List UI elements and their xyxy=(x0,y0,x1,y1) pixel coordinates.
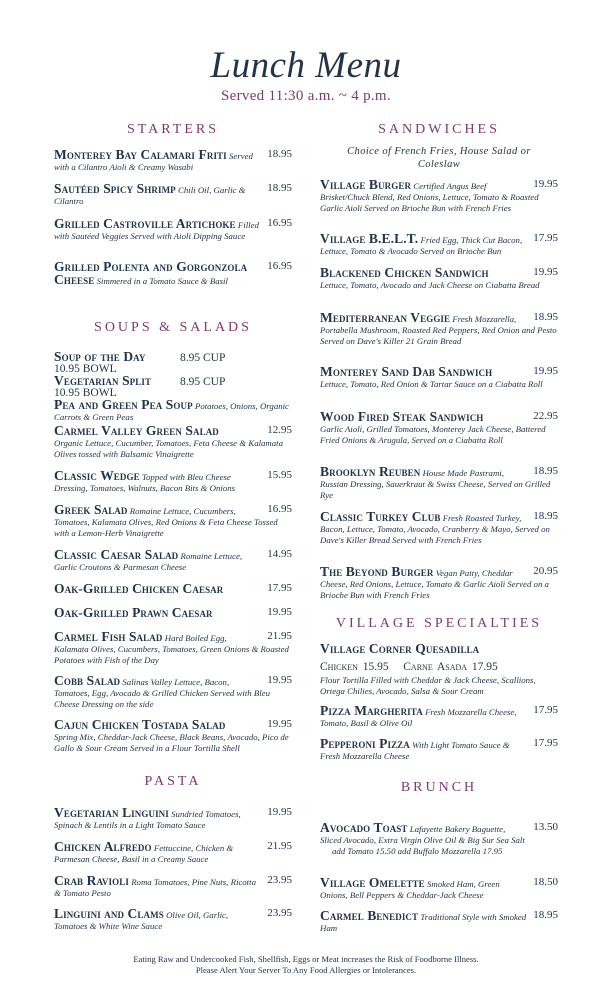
item-name: Carmel Benedict xyxy=(320,908,419,923)
item-price: 16.95 xyxy=(267,503,292,515)
item-price: 17.95 xyxy=(533,737,558,749)
item-price: 12.95 xyxy=(267,424,292,436)
item-name: Village Burger xyxy=(320,177,412,192)
item-name: Brooklyn Reuben xyxy=(320,464,421,479)
item-price: 19.95 xyxy=(267,674,292,686)
menu-item xyxy=(320,738,558,762)
menu-item xyxy=(54,549,292,573)
item-name: Cajun Chicken Tostada Salad xyxy=(54,717,226,732)
menu-item xyxy=(320,267,558,291)
item-name: Oak-Grilled Prawn Caesar xyxy=(54,605,213,620)
item-price: 18.95 xyxy=(267,148,292,160)
menu-item xyxy=(54,807,292,831)
item-description: Chili Oil, Garlic & Cilantro xyxy=(54,185,246,206)
item-description: Hard Boiled Egg, Kalamata Olives, Cucumbers, Tomatoes, Green Onions & Roasted Potatoes with Fish of the Day xyxy=(54,633,289,665)
item-price: 16.95 xyxy=(267,217,292,229)
item-description: Organic Lettuce, Cucumber, Tomatoes, Feta Cheese & Kalamata Olives tossed with Balsamic Vinaigrette xyxy=(54,438,284,459)
menu-item xyxy=(54,583,292,596)
menu-item xyxy=(54,425,292,460)
item-price: 17.95 xyxy=(267,582,292,594)
item-price: 23.95 xyxy=(267,874,292,886)
item-name: Pizza Margherita xyxy=(320,703,423,718)
item-description: Traditional Style with Smoked Ham xyxy=(320,912,527,933)
cup-price: 8.95 CUP xyxy=(180,376,226,388)
item-name: Greek Salad xyxy=(54,502,128,517)
item-name: Carmel Valley Green Salad xyxy=(54,423,219,438)
item-description: Certified Angus Beef Brisket/Chuck Blend, Red Onions, Lettuce, Tomato & Roasted Garlic Aioli Served on Brioche Bun with French Fries xyxy=(320,181,539,213)
item-name: Classic Wedge xyxy=(54,468,140,483)
item-description: Topped with Bleu Cheese Dressing, Tomatoes, Walnuts, Bacon Bits & Onions xyxy=(54,472,236,493)
item-description: Fettuccine, Chicken & Parmesan Cheese, Basil in a Creamy Sauce xyxy=(54,843,234,864)
item-description: With Light Tomato Sauce & Fresh Mozzarella Cheese xyxy=(320,740,510,761)
item-description: Served with a Cilantro Aioli & Creamy Wasabi xyxy=(54,151,253,172)
item-options: Chicken 15.95 Carne Asada 17.95 xyxy=(320,661,498,673)
bowl-price: 10.95 BOWL xyxy=(54,387,117,399)
item-name: Chicken Alfredo xyxy=(54,839,152,854)
section-heading: PASTA xyxy=(144,774,202,789)
menu-item xyxy=(320,822,558,857)
menu-item xyxy=(320,511,558,546)
item-description: Olive Oil, Garlic, Tomatoes & White Wine Sauce xyxy=(54,910,229,931)
section-subtitle: Choice of French Fries, House Salad or Coleslaw xyxy=(347,146,531,170)
item-description: Romaine Lettuce, Garlic Croutons & Parmesan Cheese xyxy=(54,551,243,572)
item-name: Village Corner Quesadilla xyxy=(320,641,480,656)
item-name: Classic Turkey Club xyxy=(320,509,441,524)
item-name: Vegetarian Split xyxy=(54,373,152,388)
menu-item xyxy=(54,841,292,865)
item-price: 19.95 xyxy=(267,718,292,730)
item-name: Sautéed Spicy Shrimp xyxy=(54,181,176,196)
cup-price: 8.95 CUP xyxy=(180,352,226,364)
item-description: Sundried Tomatoes, Spinach & Lentils in a Light Tomato Sauce xyxy=(54,809,241,830)
item-description: Roma Tomatoes, Pine Nuts, Ricotta & Tomato Pesto xyxy=(54,877,256,898)
menu-item xyxy=(320,466,558,501)
menu-item xyxy=(320,910,558,934)
section-heading: VILLAGE SPECIALTIES xyxy=(335,616,543,631)
menu-item xyxy=(54,631,292,666)
item-price: 13.50 xyxy=(533,821,558,833)
item-description: Garlic Aioli, Grilled Tomatoes, Monterey Jack Cheese, Battered Fried Onions & Arugula, Served on a Ciabatta Roll xyxy=(320,424,546,445)
serving-hours: Served 11:30 a.m. ~ 4 p.m. xyxy=(221,88,391,104)
menu-item xyxy=(54,875,292,899)
section-heading: STARTERS xyxy=(126,122,220,137)
item-description: Fresh Mozzarella, Portabella Mushroom, Roasted Red Peppers, Red Onion and Pesto Served on Dave's Killer 21 Grain Bread xyxy=(320,314,557,346)
menu-item xyxy=(54,351,292,375)
item-name: Grilled Polenta and Gorgonzola Cheese xyxy=(54,259,248,287)
menu-item xyxy=(54,375,292,423)
item-name: Vegetarian Linguini xyxy=(54,805,169,820)
item-price: 22.95 xyxy=(533,410,558,422)
menu-item xyxy=(54,149,292,173)
section-heading: SANDWICHES xyxy=(378,122,500,137)
item-name: Monterey Sand Dab Sandwich xyxy=(320,364,493,379)
item-description: Lettuce, Tomato, Red Onion & Tartar Sauce on a Ciabatta Roll xyxy=(320,379,543,389)
item-name: Avocado Toast xyxy=(320,820,408,835)
item-price: 14.95 xyxy=(267,548,292,560)
item-price: 17.95 xyxy=(533,232,558,244)
item-name: Soup of the Day xyxy=(54,349,146,364)
item-name: Grilled Castroville Artichoke xyxy=(54,216,236,231)
item-name: Monterey Bay Calamari Friti xyxy=(54,147,227,162)
item-name: Crab Ravioli xyxy=(54,873,129,888)
item-price: 15.95 xyxy=(267,469,292,481)
menu-item xyxy=(320,312,558,347)
notice-line-1: Eating Raw and Undercooked Fish, Shellfish, Eggs or Meat increases the Risk of Foodborne Illness. xyxy=(133,954,479,964)
item-name: Carmel Fish Salad xyxy=(54,629,163,644)
menu-item xyxy=(320,366,558,390)
item-price: 18.95 xyxy=(267,182,292,194)
item-price: 18.95 xyxy=(533,311,558,323)
item-description: Lafayette Bakery Baguette, Sliced Avocado, Extra Virgin Olive Oil & Big Sur Sea Salt xyxy=(320,824,525,845)
item-name: Village B.E.L.T. xyxy=(320,231,419,246)
item-addon: add Tomato 15.50 add Buffalo Mozzarella 17.95 xyxy=(332,846,503,856)
menu-item xyxy=(320,705,558,729)
item-price: 19.95 xyxy=(533,365,558,377)
item-name: Mediterranean Veggie xyxy=(320,310,451,325)
item-price: 21.95 xyxy=(267,630,292,642)
menu-item xyxy=(320,643,558,697)
item-description: Lettuce, Tomato, Avocado and Jack Cheese on Ciabatta Bread xyxy=(320,280,540,290)
section-heading: BRUNCH xyxy=(400,780,478,795)
menu-item xyxy=(54,470,292,494)
item-description: Potatoes, Onions, Organic Carrots & Green Peas xyxy=(54,401,289,422)
item-name-cont: Pea and Green Pea Soup xyxy=(54,397,193,412)
item-price: 21.95 xyxy=(267,840,292,852)
notice-line-2: Please Alert Your Server To Any Food Allergies or Intolerances. xyxy=(195,965,417,975)
item-price: 17.95 xyxy=(533,704,558,716)
item-description: Salinas Valley Lettuce, Bacon, Tomatoes, Egg, Avocado & Grilled Chicken Served with Bleu Cheese Dressing on the side xyxy=(54,677,270,709)
item-description: Fresh Mozzarella Cheese, Tomato, Basil & Olive Oil xyxy=(320,707,517,728)
item-name: Linguini and Clams xyxy=(54,906,164,921)
item-price: 19.95 xyxy=(533,266,558,278)
item-name: Village Omelette xyxy=(320,875,425,890)
item-description: Filled with Sautéed Veggies Served with Aioli Dipping Sauce xyxy=(54,220,259,241)
item-name: Cobb Salad xyxy=(54,673,121,688)
menu-item xyxy=(54,719,292,754)
menu-item xyxy=(54,607,292,620)
menu-item xyxy=(54,504,292,539)
bowl-price: 10.95 BOWL xyxy=(54,363,117,375)
item-name: Classic Caesar Salad xyxy=(54,547,179,562)
item-price: 18.50 xyxy=(533,876,558,888)
item-description: House Made Pastrami, Russian Dressing, Sauerkraut & Swiss Cheese, Served on Grilled Rye xyxy=(320,468,551,500)
item-price: 16.95 xyxy=(267,260,292,272)
item-price: 18.95 xyxy=(533,465,558,477)
item-name: Oak-Grilled Chicken Caesar xyxy=(54,581,224,596)
item-price: 18.95 xyxy=(533,510,558,522)
item-price: 19.95 xyxy=(267,606,292,618)
item-description: Simmered in a Tomato Sauce & Basil xyxy=(96,276,228,286)
item-price: 19.95 xyxy=(533,178,558,190)
section-heading: SOUPS & SALADS xyxy=(94,320,252,335)
item-price: 18.95 xyxy=(533,909,558,921)
menu-item xyxy=(54,183,292,207)
item-price: 23.95 xyxy=(267,907,292,919)
item-description: Fried Egg, Thick Cut Bacon, Lettuce, Tomato & Avocado Served on Brioche Bun xyxy=(320,235,523,256)
item-price: 19.95 xyxy=(267,806,292,818)
item-name: Pepperoni Pizza xyxy=(320,736,410,751)
item-description: Fresh Roasted Turkey, Bacon, Lettuce, Tomato, Avocado, Cranberry & Mayo, Served on Dave's Killer Bread Served with French Fries xyxy=(320,513,550,545)
item-description: Romaine Lettuce, Cucumbers, Tomatoes, Kalamata Olives, Red Onions & Feta Cheese Tossed with a Lemon-Herb Vinaigrette xyxy=(54,506,278,538)
item-name: Wood Fired Steak Sandwich xyxy=(320,409,484,424)
menu-item xyxy=(320,566,558,601)
item-description: Vegan Patty, Cheddar Cheese, Red Onions, Lettuce, Tomato & Garlic Aioli Served on a Brioche Bun with French Fries xyxy=(320,568,549,600)
menu-item xyxy=(54,261,292,287)
item-description: Spring Mix, Cheddar-Jack Cheese, Black Beans, Avocado, Pico de Gallo & Sour Cream Served in a Flour Tortilla Shell xyxy=(54,732,289,753)
item-price: 20.95 xyxy=(533,565,558,577)
menu-item xyxy=(320,233,558,257)
item-name: Blackened Chicken Sandwich xyxy=(320,265,489,280)
menu-item xyxy=(320,179,558,214)
menu-item xyxy=(54,218,292,242)
item-description: Flour Tortilla Filled with Cheddar & Jack Cheese, Scallions, Ortega Chilies, Avocado, Salsa & Sour Cream xyxy=(320,675,536,696)
item-description: Smoked Ham, Green Onions, Bell Peppers & Cheddar-Jack Cheese xyxy=(320,879,500,900)
menu-item xyxy=(54,675,292,710)
allergy-notice xyxy=(0,954,612,976)
item-name: The Beyond Burger xyxy=(320,564,434,579)
menu-item xyxy=(320,877,558,901)
menu-item xyxy=(54,908,292,932)
menu-item xyxy=(320,411,558,446)
menu-title: Lunch Menu xyxy=(210,45,402,86)
